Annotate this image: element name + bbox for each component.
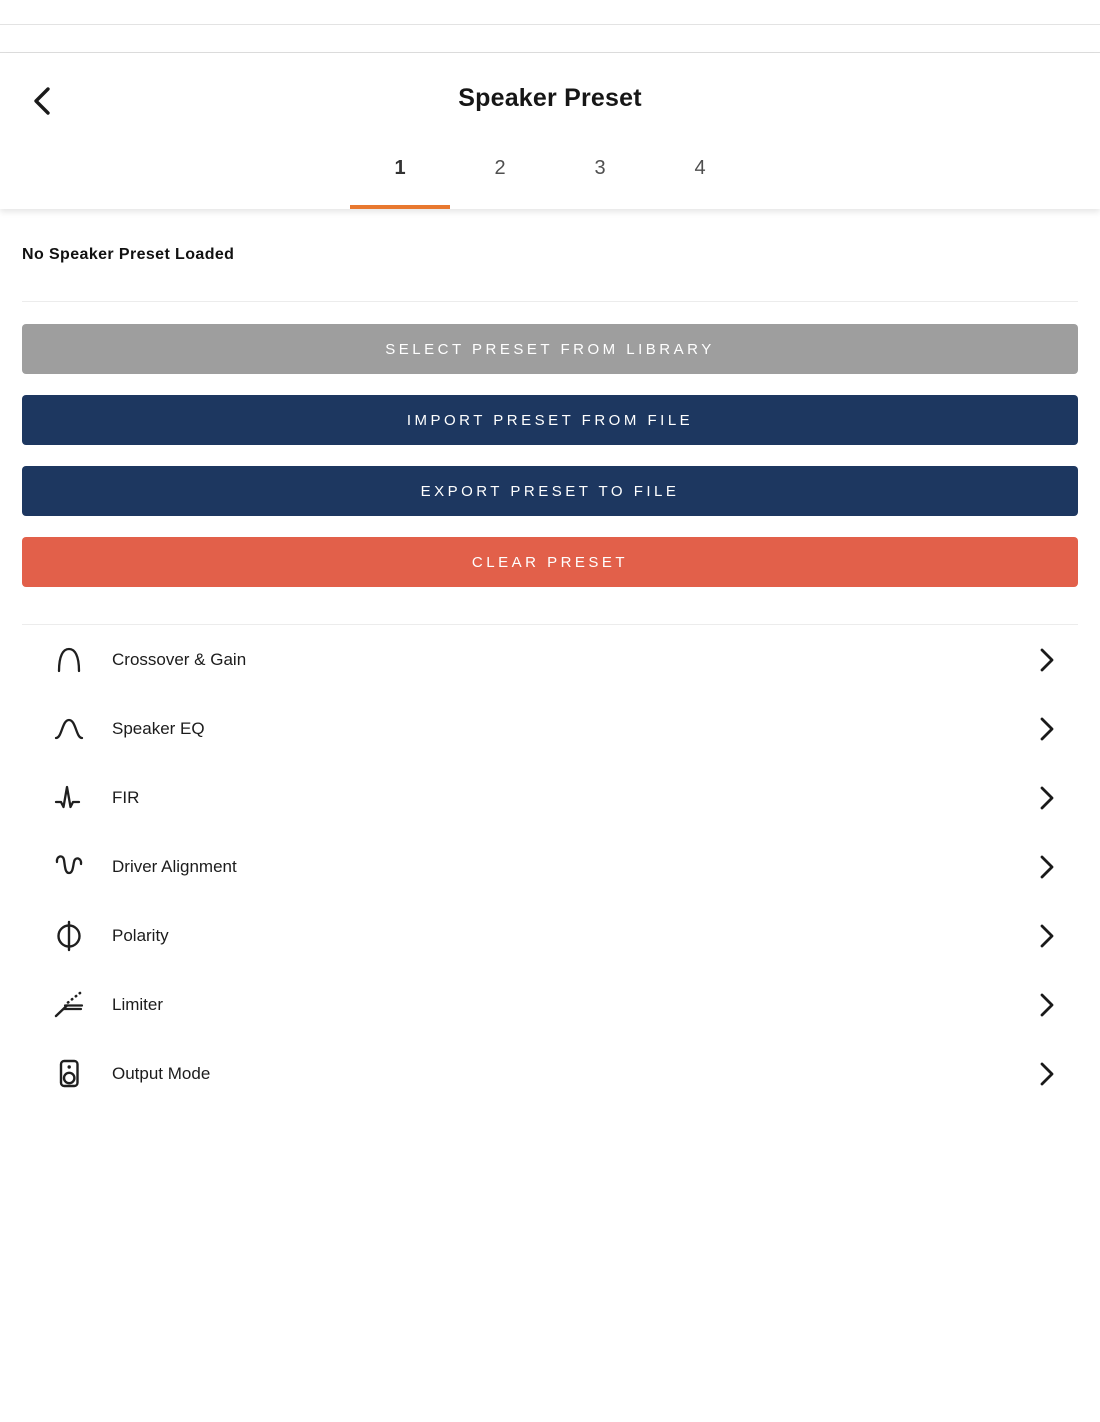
- preset-actions: [22, 324, 1078, 587]
- top-chrome-strip: [0, 0, 1100, 25]
- tab-1[interactable]: 1: [350, 154, 450, 209]
- menu-row-driver-alignment[interactable]: [22, 832, 1078, 901]
- limiter-curve-icon: [51, 987, 87, 1023]
- menu-row-crossover-gain[interactable]: [22, 625, 1078, 694]
- menu-label: Output Mode: [112, 1063, 211, 1083]
- sine-wave-icon: [51, 849, 87, 885]
- tab-4[interactable]: 4: [694, 157, 706, 179]
- menu-row-output-mode[interactable]: [22, 1039, 1078, 1108]
- menu-label: Crossover & Gain: [112, 649, 247, 669]
- menu-label: Polarity: [112, 925, 169, 945]
- eq-bell-curve-icon: [51, 711, 87, 747]
- menu-label: FIR: [112, 787, 140, 807]
- chevron-right-icon: [1038, 1060, 1056, 1088]
- tab-bar: [350, 154, 750, 209]
- main-content: [0, 209, 1100, 1108]
- select-preset-from-library-button[interactable]: SELECT PRESET FROM LIBRARY: [22, 324, 1078, 374]
- export-preset-to-file-button[interactable]: EXPORT PRESET TO FILE: [22, 466, 1078, 516]
- chevron-right-icon: [1038, 784, 1056, 812]
- chevron-right-icon: [1038, 853, 1056, 881]
- divider: [22, 301, 1078, 302]
- menu-label: Limiter: [112, 994, 164, 1014]
- chevron-right-icon: [1038, 715, 1056, 743]
- menu-row-limiter[interactable]: [22, 970, 1078, 1039]
- chevron-right-icon: [1038, 991, 1056, 1019]
- menu-row-speaker-eq[interactable]: [22, 694, 1078, 763]
- menu-label: Speaker EQ: [112, 718, 205, 738]
- preset-status-text: No Speaker Preset Loaded: [22, 246, 235, 263]
- speaker-cabinet-icon: [51, 1056, 87, 1092]
- menu-row-polarity[interactable]: [22, 901, 1078, 970]
- chevron-right-icon: [1038, 922, 1056, 950]
- clear-preset-button[interactable]: CLEAR PRESET: [22, 537, 1078, 587]
- header: [0, 53, 1100, 209]
- preset-settings-menu: [22, 625, 1078, 1108]
- tab-2[interactable]: 2: [494, 157, 506, 179]
- chevron-right-icon: [1038, 646, 1056, 674]
- menu-row-fir[interactable]: [22, 763, 1078, 832]
- crossover-curve-icon: [51, 642, 87, 678]
- page-title: Speaker Preset: [458, 84, 642, 112]
- phase-circle-icon: [51, 918, 87, 954]
- menu-label: Driver Alignment: [112, 856, 237, 876]
- impulse-response-icon: [51, 780, 87, 816]
- tab-3[interactable]: 3: [594, 157, 606, 179]
- import-preset-from-file-button[interactable]: IMPORT PRESET FROM FILE: [22, 395, 1078, 445]
- secondary-chrome-strip: [0, 25, 1100, 53]
